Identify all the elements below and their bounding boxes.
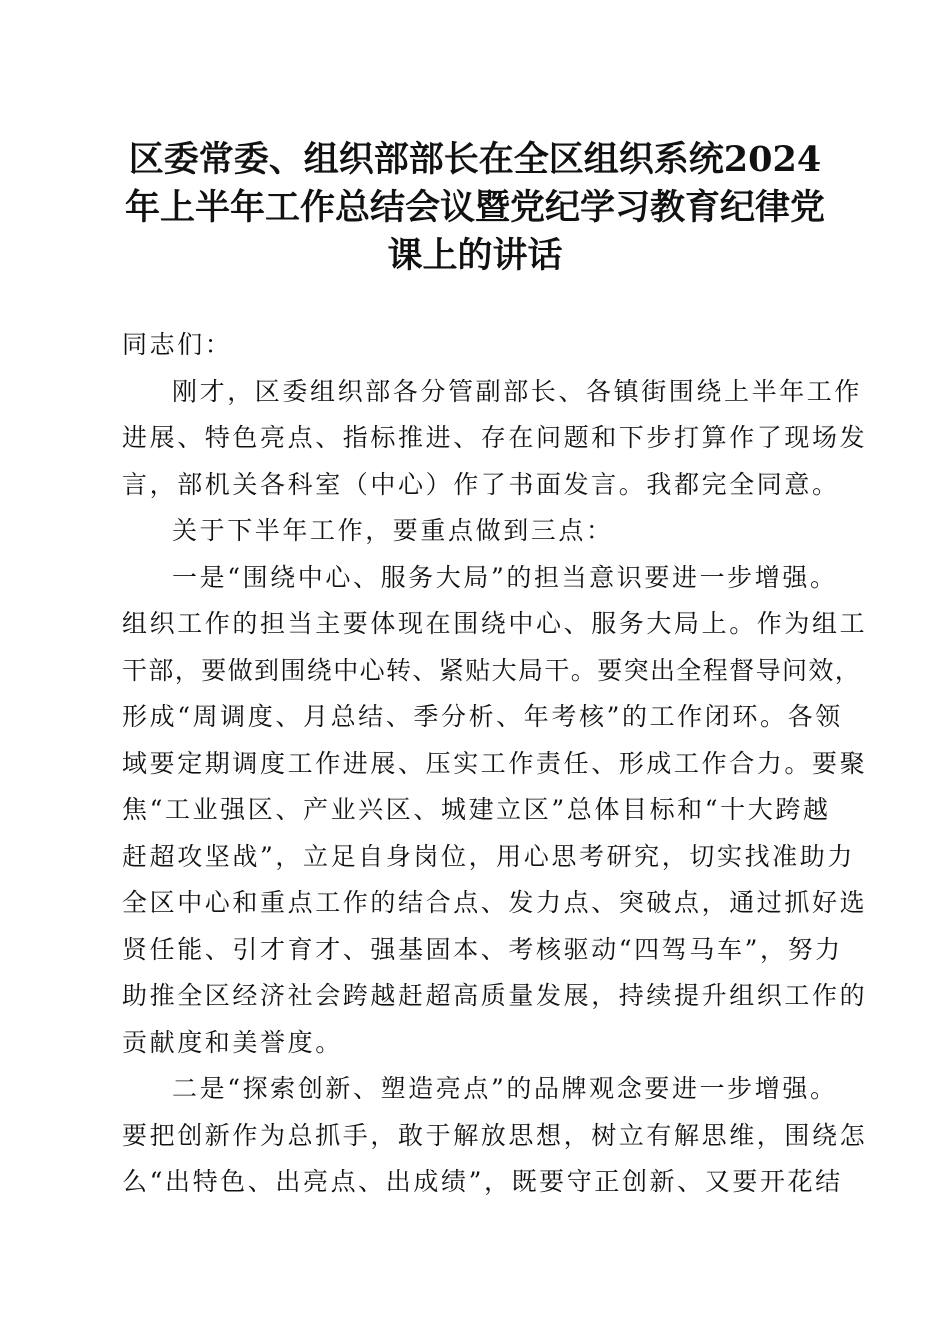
paragraph-line: 进展、特色亮点、指标推进、存在问题和下步打算作了现场发 [122, 423, 868, 452]
salutation [122, 322, 832, 369]
paragraph-point-one [122, 555, 868, 1067]
paragraph-line: 言，部机关各科室（中心）作了书面发言。我都完全同意。 [122, 469, 840, 499]
document-body [122, 322, 868, 1206]
paragraph-line: 关于下半年工作，要重点做到三点： [172, 516, 614, 545]
paragraph-line: 干部，要做到围绕中心转、紧贴大局干。要突出全程督导问效， [122, 655, 862, 685]
title-line: 课上的讲话 [387, 235, 563, 276]
document-title [110, 136, 840, 280]
paragraph-point-two [122, 1066, 868, 1206]
paragraph-opening [122, 369, 868, 509]
paragraph-line: 域要定期调度工作进展、压实工作责任、形成工作合力。要聚 [122, 748, 868, 778]
paragraph-line: 全区中心和重点工作的结合点、发力点、突破点，通过抓好选 [122, 888, 868, 917]
paragraph-line: 赶超攻坚战”，立足自身岗位，用心思考研究，切实找准助力 [122, 841, 855, 871]
paragraph-line: 要把创新作为总抓手，敢于解放思想，树立有解思维，围绕怎 [122, 1120, 868, 1150]
paragraph-line: 贡献度和美誉度。 [122, 1027, 343, 1057]
paragraph-line: 贤任能、引才育才、强基固本、考核驱动“四驾马车”，努力 [122, 934, 843, 964]
salutation-text: 同志们： [122, 330, 233, 359]
paragraph-line: 形成“周调度、月总结、季分析、年考核”的工作闭环。各领 [122, 702, 843, 731]
paragraph-line: 刚才，区委组织部各分管副部长、各镇街围绕上半年工作 [172, 376, 863, 406]
paragraph-heading-line: 一是“围绕中心、服务大局”的担当意识要进一步增强。 [172, 562, 838, 592]
paragraph-line: 助推全区经济社会跨越赶超高质量发展，持续提升组织工作的 [122, 981, 868, 1010]
title-line: 区委常委、组织部部长在全区组织系统2024 [128, 139, 822, 180]
paragraph-line: 焦“工业强区、产业兴区、城建立区”总体目标和“十大跨越 [122, 795, 831, 824]
paragraph-intro [122, 508, 832, 555]
paragraph-line: 组织工作的担当主要体现在围绕中心、服务大局上。作为组工 [122, 609, 868, 638]
paragraph-heading-line: 二是“探索创新、塑造亮点”的品牌观念要进一步增强。 [172, 1074, 838, 1103]
title-line: 年上半年工作总结会议暨党纪学习教育纪律党 [124, 187, 825, 228]
paragraph-line: 么“出特色、出亮点、出成绩”，既要守正创新、又要开花结 [122, 1167, 843, 1196]
